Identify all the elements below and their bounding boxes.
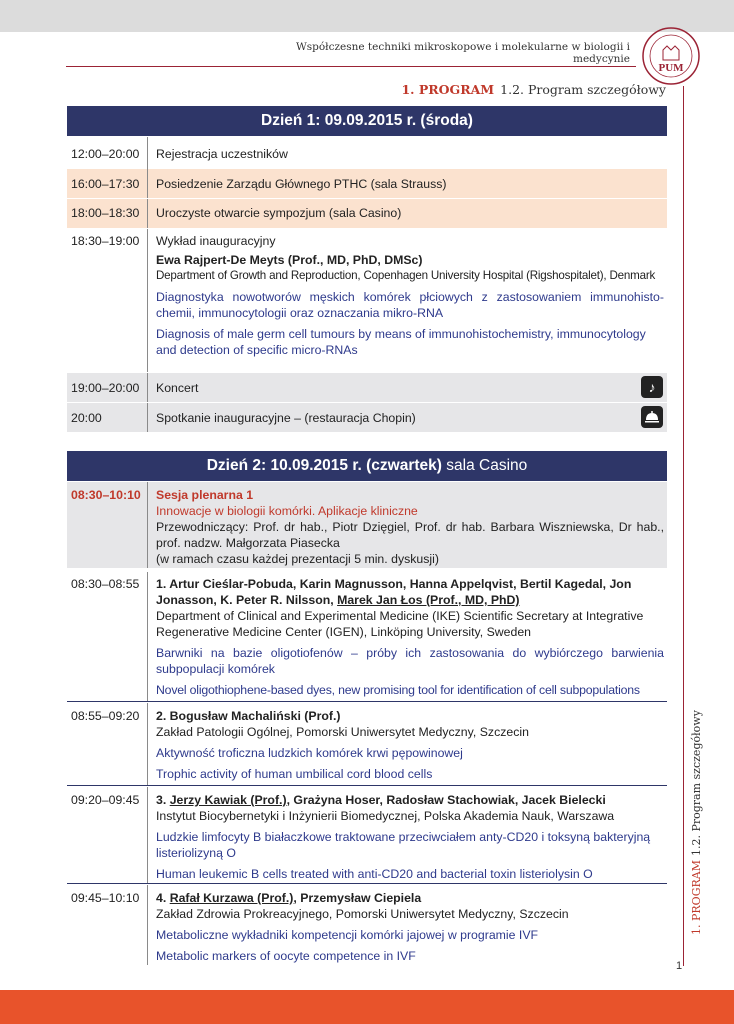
side-divider: [683, 86, 684, 966]
row-time: 20:00: [71, 411, 102, 425]
talk-title-en: Human leukemic B cells treated with anti-CD20 and bacterial toxin listeriolysin O: [156, 867, 593, 881]
pum-logo: [641, 26, 701, 86]
logo-text: PUM: [658, 62, 684, 74]
lecture-speaker: Ewa Rajpert-De Meyts (Prof., MD, PhD, DMSc): [156, 253, 423, 267]
row-text: Posiedzenie Zarządu Głównego PTHC (sala Strauss): [156, 177, 447, 191]
schedule-row: [67, 169, 667, 198]
row-text: Spotkanie inauguracyjne – (restauracja Chopin): [156, 411, 416, 425]
inaugural-lecture-row: [67, 229, 667, 372]
talk-title-en: Trophic activity of human umbilical cord blood cells: [156, 767, 433, 781]
talk-authors: 1. Artur Cieślar-Pobuda, Karin Magnusson, Hanna Appelqvist, Bertil Kagedal, Jon Jonasson, K. Peter R. Nilsson, Marek Jan Łos (Prof., MD, PhD): [156, 577, 632, 607]
row-text: Rejestracja uczestników: [156, 147, 288, 161]
side-running-title: [690, 710, 703, 935]
talk-title-pl: Barwniki na bazie oligotiofenów – próby ich zastosowania do wybiórczego barwienia subpopulacji komórek: [156, 646, 664, 676]
row-time: 19:00–20:00: [71, 381, 140, 395]
talk-time: 08:30–08:55: [71, 577, 140, 591]
breadcrumb-section: 1. PROGRAM: [401, 82, 495, 97]
day1-title: Dzień 1: 09.09.2015 r. (środa): [261, 112, 473, 129]
talk-presenter: Marek Jan Łos (Prof., MD, PhD): [337, 593, 520, 607]
talk-authors: 3. Jerzy Kawiak (Prof.), Grażyna Hoser, Radosław Stachowiak, Jacek Bielecki: [156, 793, 606, 807]
top-bar: [0, 0, 734, 32]
talk-time: 09:20–09:45: [71, 793, 140, 807]
talk-title-pl: Metaboliczne wykładniki kompetencji komórki jajowej w programie IVF: [156, 928, 539, 942]
schedule-row: [67, 137, 667, 169]
side-section: 1. PROGRAM: [690, 860, 703, 935]
row-time: 18:00–18:30: [71, 206, 140, 220]
dinner-cloche-icon: [641, 406, 663, 428]
session-topic: Innowacje w biologii komórki. Aplikacje kliniczne: [156, 504, 418, 518]
talk-title-en: Metabolic markers of oocyte competence in IVF: [156, 949, 416, 963]
talk-title-pl: Ludzkie limfocyty B białaczkowe traktowane przeciwciałem anty-CD20 i toksyną bakteryjną listeriolizyną O: [156, 830, 651, 860]
talk-affiliation: Instytut Biocybernetyki i Inżynierii Biomedycznej, Polska Akademia Nauk, Warszawa: [156, 809, 615, 823]
row-text: Uroczyste otwarcie sympozjum (sala Casino): [156, 206, 402, 220]
day2-venue: sala Casino: [441, 457, 528, 474]
row-time: 16:00–17:30: [71, 177, 140, 191]
row-time: 12:00–20:00: [71, 147, 140, 161]
day2-title: Dzień 2: 10.09.2015 r. (czwartek): [206, 457, 442, 474]
row-text: Koncert: [156, 381, 199, 395]
session-time: 08:30–10:10: [71, 488, 141, 502]
talk-time: 09:45–10:10: [71, 891, 140, 905]
breadcrumb: [300, 82, 666, 97]
schedule-row: [67, 199, 667, 228]
day2-header: [67, 451, 667, 481]
schedule-row: [67, 373, 667, 402]
talk-authors: 2. Bogusław Machaliński (Prof.): [156, 709, 341, 723]
talk-affiliation: Department of Clinical and Experimental Medicine (IKE) Scientific Secretary at Integrative Regenerative Medicine Center (IGEN), Linköping University, Sweden: [156, 609, 644, 639]
row-time: 18:30–19:00: [71, 234, 140, 248]
lecture-title-pl: Diagnostyka nowotworów męskich komórek płciowych z zastosowaniem immunohisto-chemii, immunocytologii oraz oznaczania mikro-RNA: [156, 290, 664, 320]
session-row: [67, 482, 667, 568]
page-number: 1: [676, 960, 683, 972]
breadcrumb-subsection: 1.2. Program szczegółowy: [500, 82, 666, 97]
side-subsection: 1.2. Program szczegółowy: [690, 710, 703, 857]
schedule-row: [67, 403, 667, 432]
talk-title-pl: Aktywność troficzna ludzkich komórek krwi pępowinowej: [156, 746, 463, 760]
talk-row: [67, 703, 667, 786]
lecture-label: Wykład inauguracyjny: [156, 234, 276, 248]
lecture-title-en: Diagnosis of male germ cell tumours by means of immunohistochemistry, immunocytology and detection of specific micro-RNAs: [156, 327, 646, 357]
lecture-affiliation: Department of Growth and Reproduction, Copenhagen University Hospital (Rigshospitalet), Denmark: [156, 269, 656, 282]
talk-affiliation: Zakład Patologii Ogólnej, Pomorski Uniwersytet Medyczny, Szczecin: [156, 725, 529, 739]
session-note: (w ramach czasu każdej prezentacji 5 min. dyskusji): [156, 552, 439, 566]
header-divider: [66, 66, 636, 67]
talk-row: [67, 885, 667, 965]
session-name: Sesja plenarna 1: [156, 488, 254, 502]
session-chairs: Przewodniczący: Prof. dr hab., Piotr Dzięgiel, Prof. dr hab. Barbara Wiszniewska, Dr hab., prof. nadzw. Małgorzata Piasecka: [156, 520, 664, 550]
bottom-bar: [0, 990, 734, 1024]
talk-presenter: Rafał Kurzawa (Prof.): [169, 891, 294, 905]
talk-time: 08:55–09:20: [71, 709, 140, 723]
talk-row: [67, 572, 667, 702]
talk-presenter: Jerzy Kawiak (Prof.): [169, 793, 287, 807]
talk-authors: 4. Rafał Kurzawa (Prof.), Przemysław Ciepiela: [156, 891, 422, 905]
day1-header: [67, 106, 667, 136]
talk-affiliation: Zakład Zdrowia Prokreacyjnego, Pomorski Uniwersytet Medyczny, Szczecin: [156, 907, 569, 921]
talk-title-en: Novel oligothiophene-based dyes, new promising tool for identification of cell subpopulations: [156, 683, 640, 697]
music-note-icon: ♪: [641, 376, 663, 398]
conference-title: Współczesne techniki mikroskopowe i molekularne w biologii i medycynie: [295, 41, 630, 65]
talk-row: [67, 787, 667, 884]
